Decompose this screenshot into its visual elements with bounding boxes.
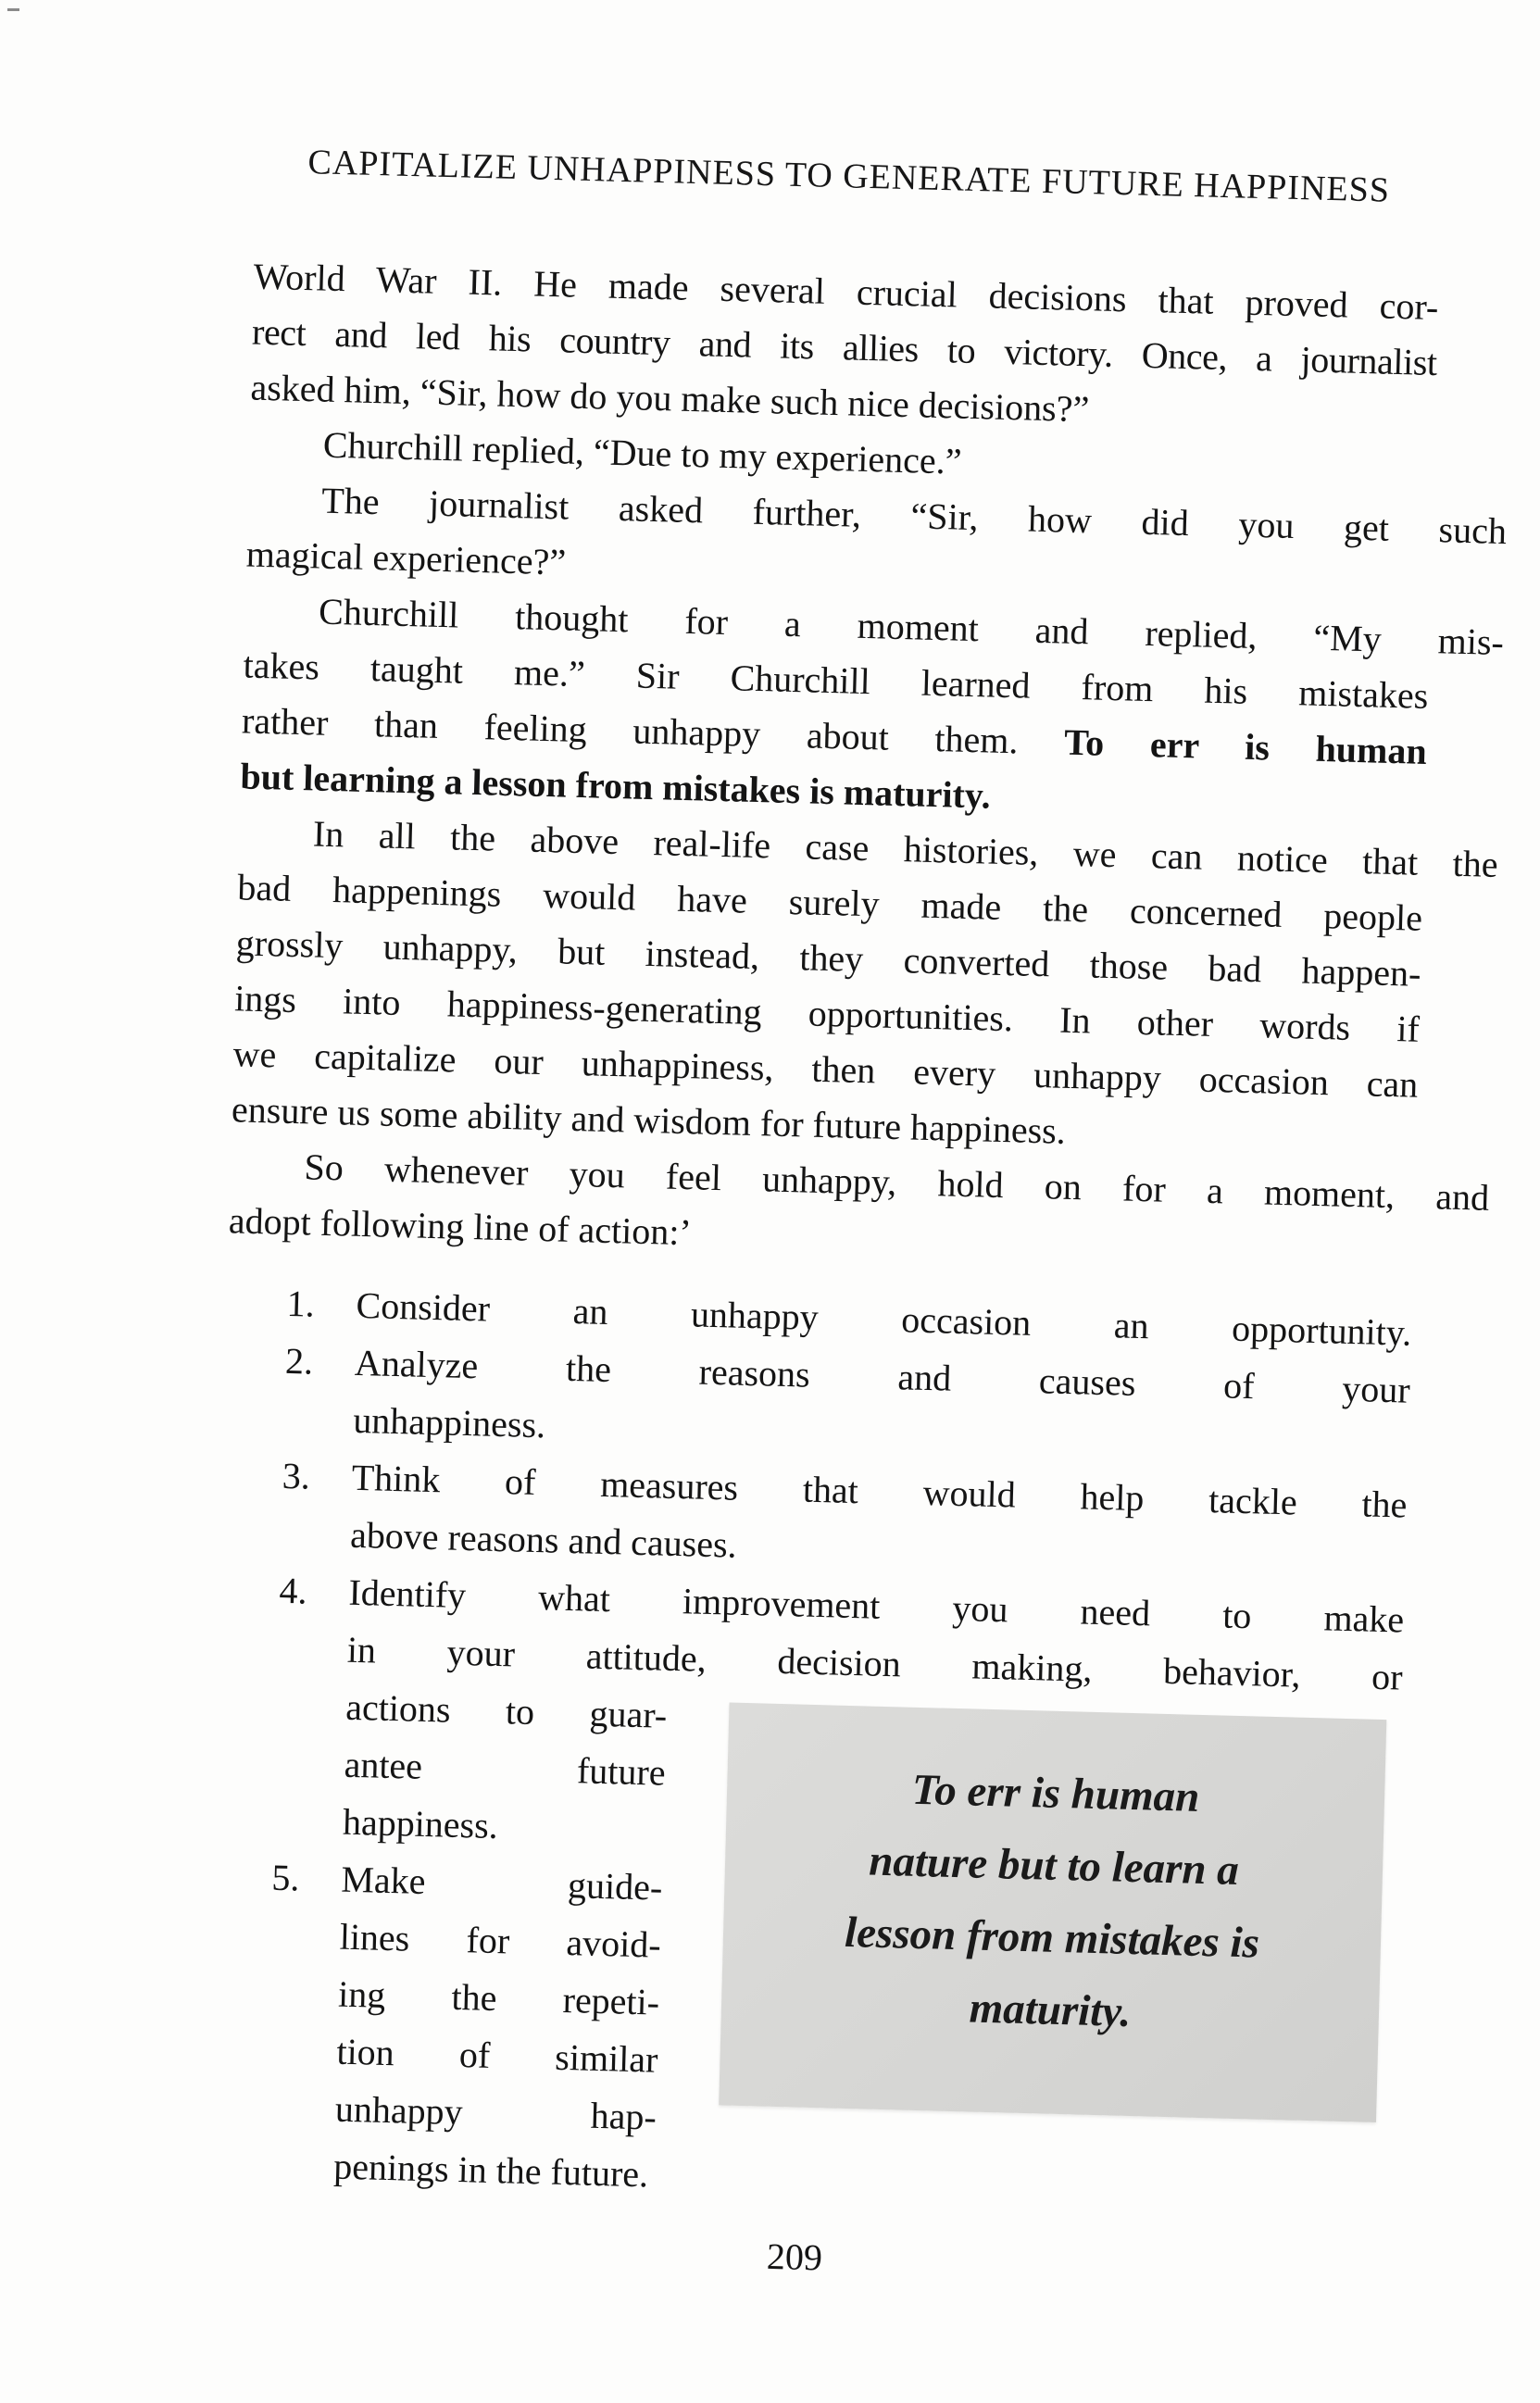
text-line: Churchill replied, “Due to my experience.” — [248, 413, 1509, 507]
list-line: penings in the future. — [332, 2136, 1389, 2224]
list-number: 4. — [279, 1560, 308, 1621]
scan-artifact — [7, 8, 19, 11]
list-line: happiness. — [342, 1792, 665, 1860]
text-line: grossly unhappy, but instead, they converted those bad happen- — [235, 912, 1421, 1003]
text-line: ensure us some ability and wisdom for future happiness. — [231, 1079, 1417, 1170]
page-content — [189, 0, 1455, 2402]
list-line: lines for avoid- — [339, 1907, 662, 1975]
list-number: 5. — [271, 1847, 301, 1909]
list-number: 2. — [284, 1331, 314, 1392]
text-line: Churchill thought for a moment and replied, “My mis- — [244, 579, 1504, 672]
running-head: CAPITALIZE UNHAPPINESS TO GENERATE FUTURE HAPPINESS — [246, 140, 1451, 212]
list-line: actions to guar- — [344, 1677, 668, 1746]
text-line: we capitalize our unhappiness, then every unhappy occasion can — [232, 1023, 1419, 1114]
list-line: in your attitude, decision making, behavior, or — [346, 1620, 1403, 1708]
text-line: bad happenings would have surely made the concerned people — [237, 857, 1423, 947]
page-number: 209 — [193, 2220, 1397, 2295]
text-line: World War II. He made several crucial decisions that proved cor- — [253, 246, 1439, 337]
quote-line: lesson from mistakes is — [722, 1893, 1382, 1983]
pull-quote-box — [719, 1703, 1386, 2122]
text-line: magical experience?” — [245, 523, 1432, 614]
list-line: ing the repeti- — [337, 1964, 660, 2033]
text-line: ings into happiness-generating opportunities. In other words if — [233, 968, 1420, 1058]
list-line: unhappy hap- — [334, 2079, 657, 2147]
list-line: Consider an unhappy occasion an opportunity. — [356, 1275, 1412, 1363]
list-line: Think of measures that would help tackle the — [351, 1447, 1408, 1535]
list-line: antee future — [344, 1734, 667, 1803]
text-line: In all the above real-life case histories, we can notice that the — [238, 801, 1498, 895]
list-number: 1. — [286, 1273, 316, 1334]
text-line: takes taught me.” Sir Churchill learned from his mistakes — [243, 634, 1429, 725]
text-line: The journalist asked further, “Sir, how did you get such — [247, 469, 1508, 562]
text-line: So whenever you feel unhappy, hold on for a moment, and — [230, 1134, 1490, 1228]
text-line: asked him, “Sir, how do you make such nice decisions?” — [250, 357, 1436, 448]
text-line: rect and led his country and its allies to victory. Once, a journalist — [251, 302, 1437, 393]
text-line: adopt following line of action:ʼ — [228, 1190, 1414, 1281]
list-line: Analyze the reasons and causes of your — [354, 1333, 1410, 1421]
list-number: 3. — [282, 1446, 311, 1507]
quote-line: nature but to learn a — [724, 1821, 1383, 1911]
bold-text-run: To err is human — [1064, 721, 1428, 772]
list-line: tion of similar — [336, 2021, 659, 2090]
quote-line: To err is human — [726, 1749, 1385, 1839]
list-line: above reasons and causes. — [349, 1505, 1406, 1593]
list-line: Identify what improvement you need to make — [348, 1562, 1405, 1650]
list-line: Make guide- — [341, 1849, 664, 1918]
quote-line: maturity. — [720, 1965, 1380, 2055]
list-line: unhappiness. — [353, 1390, 1409, 1478]
text-line: but learning a lesson from mistakes is maturity. — [240, 745, 1426, 836]
text-run: rather than feeling unhappy about them. — [242, 699, 1065, 762]
